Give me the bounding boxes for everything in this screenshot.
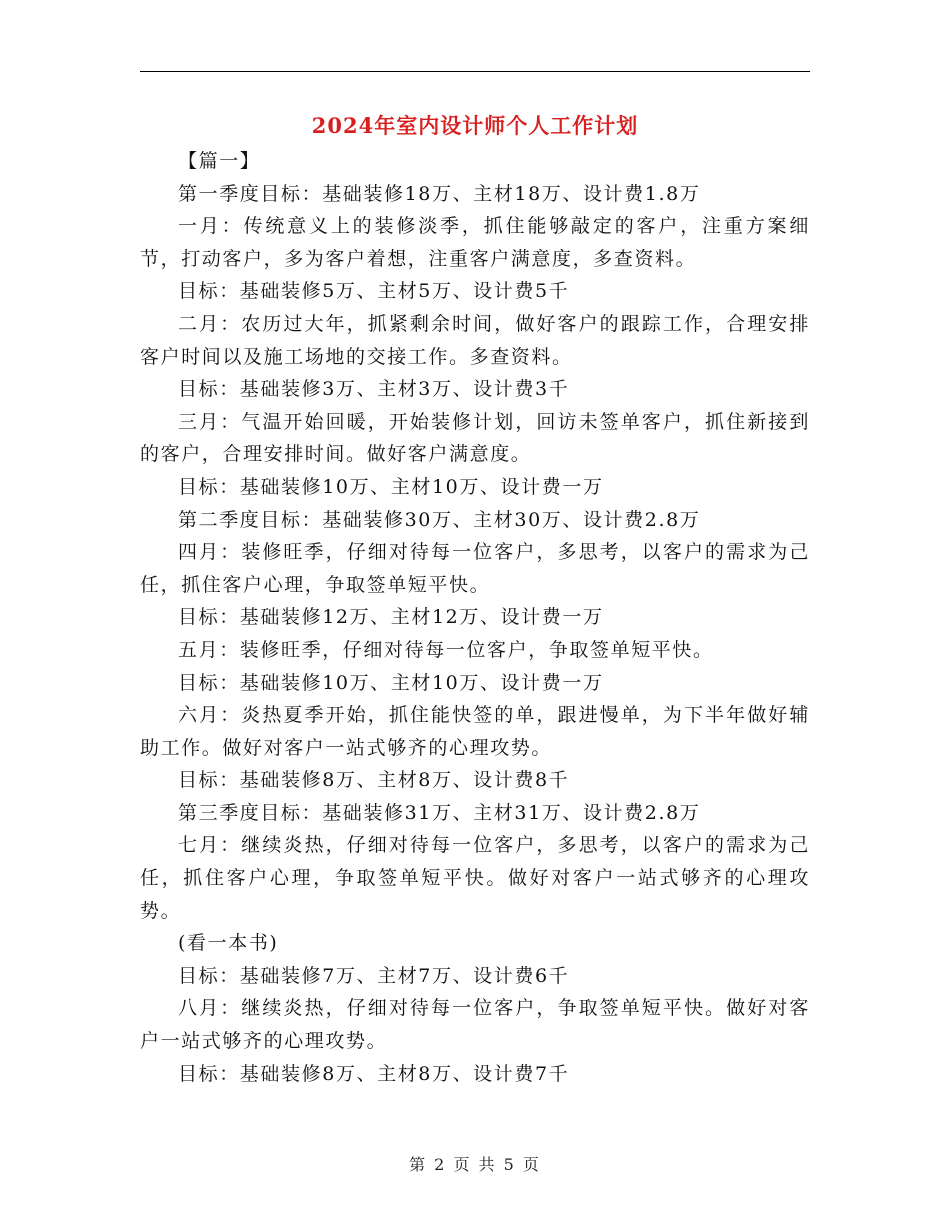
- paragraph: 目标：基础装修8万、主材8万、设计费7千: [178, 1062, 570, 1085]
- header-rule: [140, 71, 810, 72]
- paragraph: 八月：继续炎热，仔细对待每一位客户，争取签单短平快。做好对客户一站式够齐的心理攻势。: [140, 997, 810, 1053]
- paragraph: 二月：农历过大年，抓紧剩余时间，做好客户的跟踪工作，合理安排客户时间以及施工场地的交接工作。多查资料。: [140, 312, 810, 368]
- page-number: 第 2 页 共 5 页: [409, 1155, 541, 1174]
- paragraph: 第一季度目标：基础装修18万、主材18万、设计费1.8万: [178, 182, 701, 205]
- paragraph: 一月：传统意义上的装修淡季，抓住能够敲定的客户，注重方案细节，打动客户，多为客户着想，注重客户满意度，多查资料。: [140, 215, 810, 270]
- section-heading: 【篇一】: [178, 150, 261, 172]
- paragraph: 目标：基础装修8万、主材8万、设计费8千: [178, 769, 570, 792]
- paragraph: 第二季度目标：基础装修30万、主材30万、设计费2.8万: [178, 508, 701, 531]
- paragraph: 六月：炎热夏季开始，抓住能快签的单，跟进慢单，为下半年做好辅助工作。做好对客户一站式够齐的心理攻势。: [140, 704, 810, 759]
- paragraph: 目标：基础装修3万、主材3万、设计费3千: [178, 378, 570, 401]
- paragraph: 目标：基础装修10万、主材10万、设计费一万: [178, 671, 604, 694]
- document-title: 2024年室内设计师个人工作计划: [311, 113, 639, 138]
- paragraph: 目标：基础装修5万、主材5万、设计费5千: [178, 280, 570, 303]
- paragraph: 目标：基础装修12万、主材12万、设计费一万: [178, 606, 604, 629]
- paragraph: 五月：装修旺季，仔细对待每一位客户，争取签单短平快。: [178, 638, 714, 661]
- paragraph: 目标：基础装修10万、主材10万、设计费一万: [178, 475, 604, 498]
- paragraph: 目标：基础装修7万、主材7万、设计费6千: [178, 964, 570, 987]
- paragraph: (看一本书): [178, 932, 279, 955]
- paragraph: 四月：装修旺季，仔细对待每一位客户，多思考，以客户的需求为己任，抓住客户心理，争取签单短平快。: [140, 541, 810, 596]
- paragraph: 七月：继续炎热，仔细对待每一位客户，多思考，以客户的需求为己任，抓住客户心理，争取签单短平快。做好对客户一站式够齐的心理攻势。: [140, 834, 810, 922]
- paragraph: 第三季度目标：基础装修31万、主材31万、设计费2.8万: [178, 801, 701, 824]
- document-body: [140, 145, 810, 1090]
- paragraph: 三月：气温开始回暖，开始装修计划，回访未签单客户，抓住新接到的客户，合理安排时间。做好客户满意度。: [140, 410, 810, 466]
